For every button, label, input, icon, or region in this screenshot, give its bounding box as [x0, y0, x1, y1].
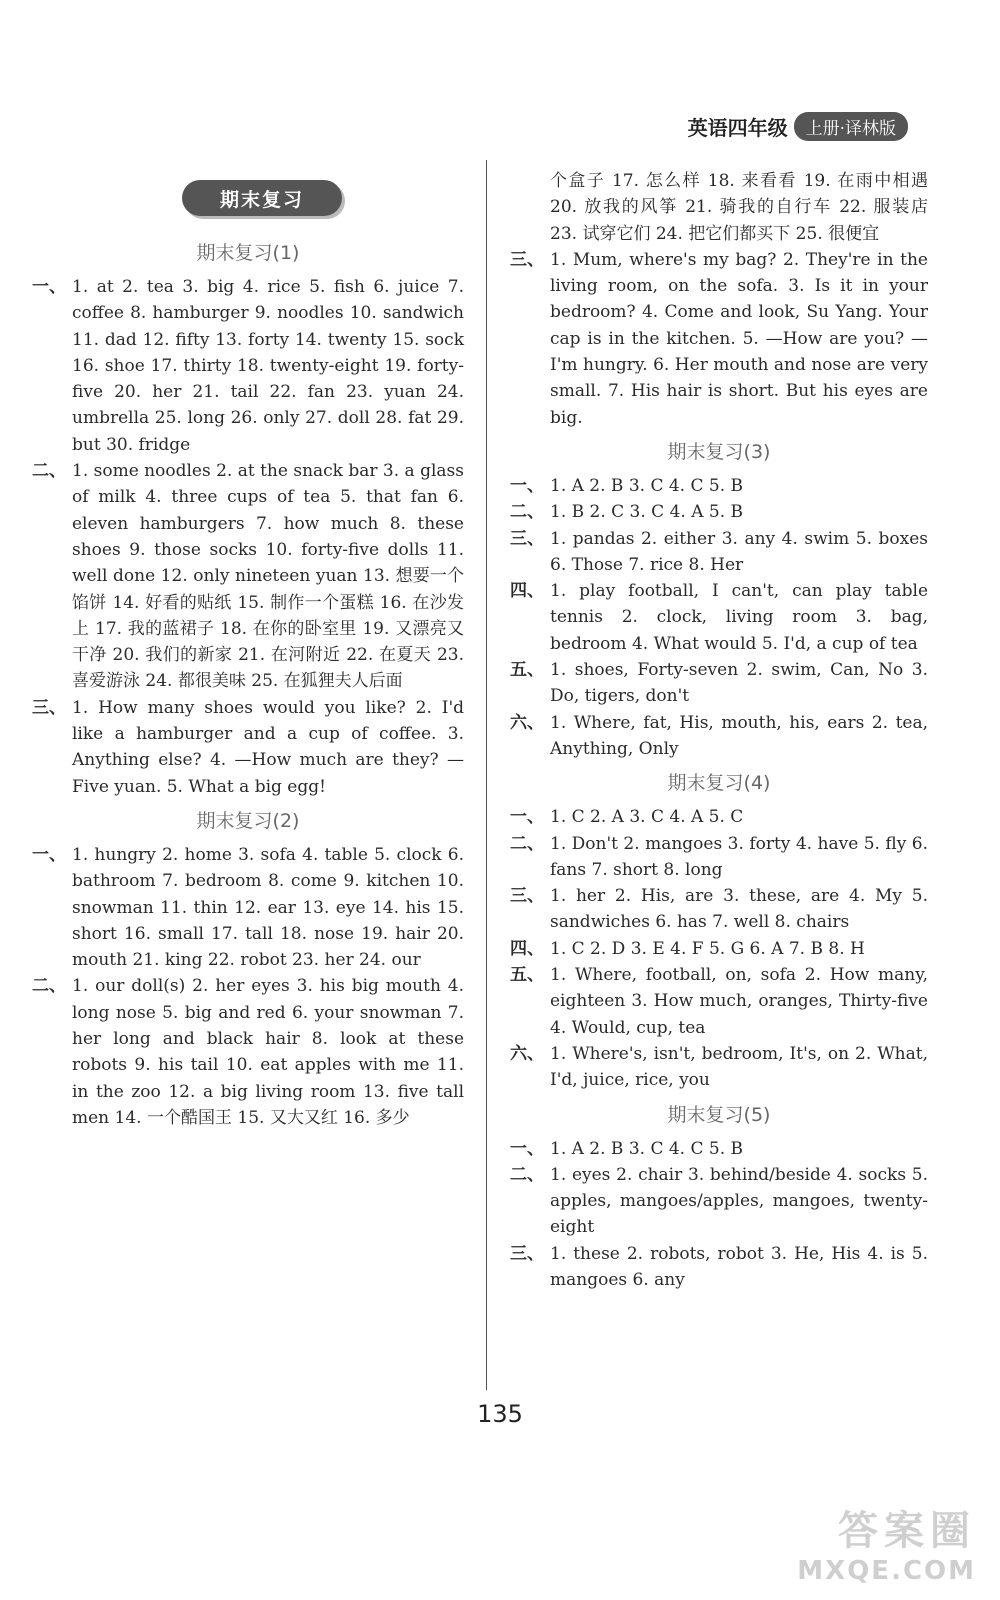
- answer-block: [510, 883, 928, 936]
- answer-block: [510, 247, 928, 431]
- answer-block: [510, 526, 928, 579]
- question-marker: 五、: [510, 660, 544, 681]
- question-marker: [510, 168, 550, 247]
- answer-block: [510, 1162, 928, 1241]
- question-marker: 一、: [510, 807, 544, 828]
- watermark-text: 答案圈: [838, 1508, 976, 1554]
- answer-text: 1. our doll(s) 2. her eyes 3. his big mouth 4. long nose 5. big and red 6. your snowman 7. her long and black hair 8. look at these robots 9. his tail 10. eat apples with me 11. in the zoo 12. a big living room 13. five tall men 14. 一个酷国王 15. 又大又红 16. 多少: [72, 976, 464, 1128]
- answer-block: [32, 695, 464, 800]
- question-marker: 四、: [510, 938, 544, 959]
- answer-text: 1. these 2. robots, robot 3. He, His 4. is 5. mangoes 6. any: [550, 1243, 928, 1290]
- answer-block: [510, 578, 928, 657]
- subject-label: 英语四年级: [687, 115, 788, 140]
- question-marker: 二、: [32, 976, 66, 997]
- question-marker: 一、: [32, 277, 66, 297]
- answer-text: 1. A 2. B 3. C 4. C 5. B: [550, 1138, 744, 1159]
- answer-text: 1. at 2. tea 3. big 4. rice 5. fish 6. juice 7. coffee 8. hamburger 9. noodles 10. sandwich 11. dad 12. fifty 13. forty 14. twenty 15. sock 16. shoe 17. thirty 18. twenty-eight 19. forty-five 20. her 21. tail 22. fan 23. yuan 24. umbrella 25. long 26. only 27. doll 28. fat 29. but 30. fridge: [72, 277, 464, 455]
- answer-block: [32, 973, 464, 1131]
- section-title: 期末复习(5): [667, 1103, 771, 1126]
- answer-text: 1. A 2. B 3. C 4. C 5. B: [550, 475, 744, 496]
- section-title: 期末复习(4): [667, 772, 771, 795]
- answer-block: [510, 710, 928, 763]
- answer-text: 1. some noodles 2. at the snack bar 3. a glass of milk 4. three cups of tea 5. that fan 6. eleven hamburgers 7. how much 8. these shoes 9. those socks 10. forty-five dolls 11. well done 12. only nineteen yuan 13. 想要一个馅饼 14. 好看的贴纸 15. 制作一个蛋糕 16. 在沙发上 17. 我的蓝裙子 18. 在你的卧室里 19. 又漂亮又干净 20. 我们的新家 21. 在河附近 22. 在夏天 23. 喜爱游泳 24. 都很美味 25. 在狐狸夫人后面: [72, 461, 464, 692]
- answer-block: [510, 831, 928, 884]
- edition-badge: 上册·译林版: [794, 112, 908, 141]
- answer-block: [32, 842, 464, 973]
- answer-text: 1. Where, fat, His, mouth, his, ears 2. tea, Anything, Only: [550, 712, 928, 759]
- answer-block: [32, 274, 464, 458]
- page-header: [688, 110, 908, 142]
- answer-text: 1. pandas 2. either 3. any 4. swim 5. boxes 6. Those 7. rice 8. Her: [550, 528, 928, 575]
- answer-text: 1. play football, I can't, can play table tennis 2. clock, living room 3. bag, bedroom 4. What would 5. I'd, a cup of tea: [550, 581, 928, 654]
- answer-block: [510, 473, 928, 499]
- left-column: [32, 168, 464, 1131]
- answer-block: [510, 804, 928, 830]
- question-marker: 二、: [510, 502, 544, 523]
- question-marker: 三、: [510, 528, 544, 549]
- answer-block: [510, 1241, 928, 1294]
- answer-text: 1. C 2. A 3. C 4. A 5. C: [550, 807, 744, 828]
- question-marker: 二、: [510, 833, 544, 854]
- answer-block: [510, 1041, 928, 1094]
- question-marker: 一、: [32, 844, 66, 865]
- answer-text: 1. How many shoes would you like? 2. I'd like a hamburger and a cup of coffee. 3. Anything else? 4. —How much are they? —Five yuan. 5. What a big egg!: [72, 697, 464, 797]
- answer-text: 1. hungry 2. home 3. sofa 4. table 5. clock 6. bathroom 7. bedroom 8. come 9. kitchen 10. snowman 11. thin 12. ear 13. eye 14. his 15. short 16. small 17. tall 18. nose 19. hair 20. mouth 21. king 22. robot 23. her 24. our: [72, 844, 464, 971]
- answer-block: [510, 1136, 928, 1162]
- question-marker: 三、: [510, 249, 544, 270]
- answer-block: [510, 168, 928, 247]
- section-title: 期末复习(1): [196, 242, 300, 264]
- page-number: 135: [477, 1400, 523, 1428]
- section-title: 期末复习(2): [196, 809, 300, 832]
- column-divider: [486, 160, 487, 1390]
- question-marker: 三、: [510, 886, 544, 907]
- answer-block: [510, 936, 928, 962]
- question-marker: 六、: [510, 1043, 544, 1064]
- section-banner: 期末复习: [182, 180, 342, 216]
- answer-text: 1. Don't 2. mangoes 3. forty 4. have 5. fly 6. fans 7. short 8. long: [550, 833, 928, 880]
- question-marker: 六、: [510, 712, 544, 733]
- answer-text: 1. Where, football, on, sofa 2. How many, eighteen 3. How much, oranges, Thirty-five 4. Would, cup, tea: [550, 965, 928, 1038]
- question-marker: 五、: [510, 965, 544, 986]
- answer-text: 1. B 2. C 3. C 4. A 5. B: [550, 502, 744, 523]
- question-marker: 四、: [510, 581, 544, 602]
- answer-text: 1. eyes 2. chair 3. behind/beside 4. socks 5. apples, mangoes/apples, mangoes, twenty-eight: [550, 1164, 928, 1238]
- answer-text: 1. C 2. D 3. E 4. F 5. G 6. A 7. B 8. H: [550, 938, 865, 959]
- answer-text: 1. Mum, where's my bag? 2. They're in the living room, on the sofa. 3. Is it in your bedroom? 4. Come and look, Su Yang. Your cap is in the kitchen. 5. —How are you? —I'm hungry. 6. Her mouth and nose are very small. 7. His hair is short. But his eyes are big.: [550, 249, 928, 428]
- question-marker: 一、: [510, 1138, 544, 1159]
- right-column: [510, 168, 928, 1293]
- question-marker: 二、: [510, 1164, 544, 1185]
- question-marker: 一、: [510, 475, 544, 496]
- answer-text: 1. shoes, Forty-seven 2. swim, Can, No 3. Do, tigers, don't: [550, 660, 928, 707]
- answer-text: 1. Where's, isn't, bedroom, It's, on 2. What, I'd, juice, rice, you: [550, 1043, 928, 1091]
- answer-text: 个盒子 17. 怎么样 18. 来看看 19. 在雨中相遇 20. 放我的风筝 21. 骑我的自行车 22. 服装店 23. 试穿它们 24. 把它们都买下 25. 很便宜: [550, 171, 928, 244]
- watermark: [797, 1499, 976, 1586]
- answer-text: 1. her 2. His, are 3. these, are 4. My 5. sandwiches 6. has 7. well 8. chairs: [550, 886, 928, 933]
- answer-block: [510, 499, 928, 525]
- question-marker: 三、: [510, 1243, 544, 1264]
- question-marker: 三、: [32, 697, 66, 718]
- watermark-url: MXQE.COM: [797, 1556, 976, 1586]
- section-title: 期末复习(3): [667, 440, 771, 463]
- question-marker: 二、: [32, 461, 66, 482]
- answer-block: [510, 962, 928, 1041]
- answer-block: [510, 657, 928, 710]
- answer-block: [32, 458, 464, 695]
